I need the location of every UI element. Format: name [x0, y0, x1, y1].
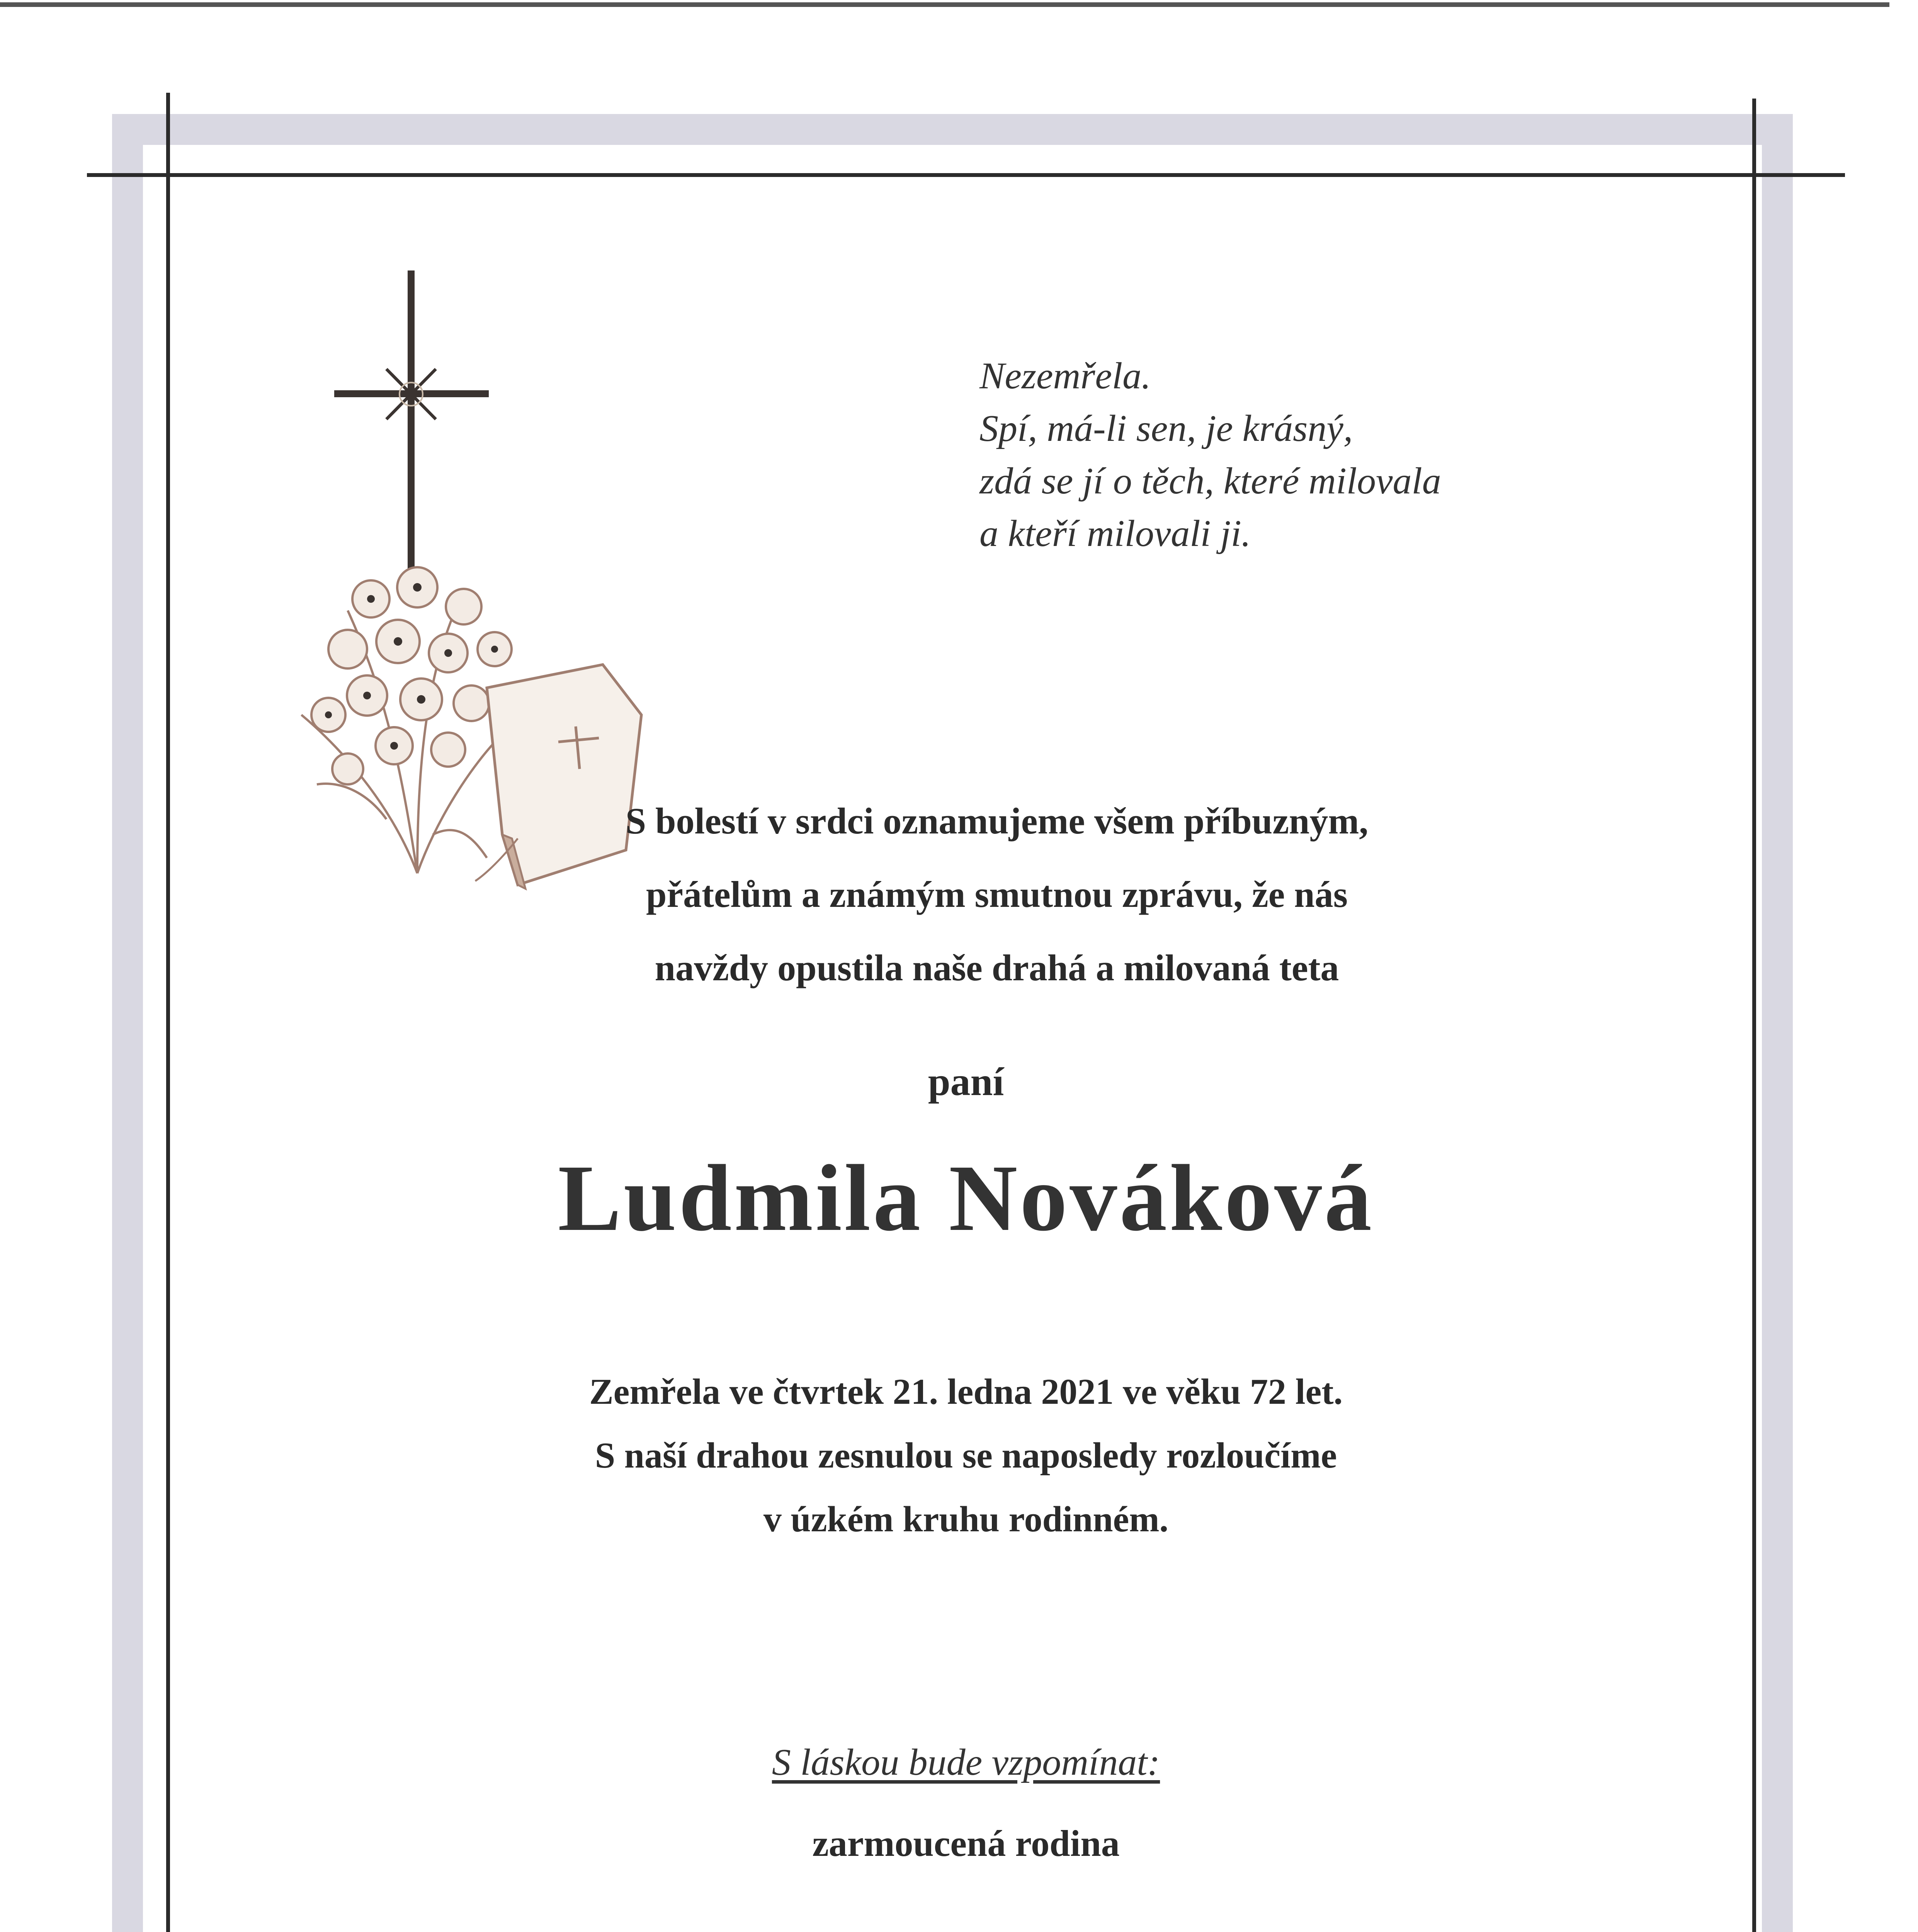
announcement-line: navždy opustila naše drahá a milovaná teta: [655, 947, 1339, 988]
mourners-label: S láskou bude vzpomínat:: [772, 1742, 1160, 1783]
announcement-line: S bolestí v srdci oznamujeme všem příbuzným,: [625, 800, 1369, 842]
frame-line-top: [87, 173, 1845, 177]
frame-line-right: [1752, 99, 1756, 1932]
mourners-name: zarmoucená rodina: [812, 1823, 1120, 1864]
motto-line: Nezemřela.: [979, 355, 1151, 397]
death-info-line: v úzkém kruhu rodinném.: [763, 1499, 1169, 1539]
announcement-line: přátelům a známým smutnou zprávu, že nás: [646, 874, 1348, 915]
death-info-line: S naší drahou zesnulou se naposledy rozloučíme: [595, 1435, 1337, 1476]
deceased-title: paní: [928, 1060, 1004, 1104]
flower-bouquet-icon: [301, 567, 512, 873]
frame-line-left: [166, 93, 170, 1932]
motto-line: a kteří milovali ji.: [979, 513, 1251, 554]
deceased-name: Ludmila Nováková: [558, 1146, 1374, 1251]
scan-edge-line: [0, 2, 1889, 7]
announcement: [502, 784, 1491, 1005]
cross-icon: [334, 270, 489, 587]
death-info: [425, 1360, 1507, 1551]
death-info-line: Zemřela ve čtvrtek 21. ledna 2021 ve věku 72 let.: [589, 1372, 1343, 1412]
motto-line: Spí, má-li sen, je krásný,: [979, 408, 1353, 449]
motto-verse: [979, 350, 1636, 560]
motto-line: zdá se jí o těch, které milovala: [979, 460, 1441, 502]
